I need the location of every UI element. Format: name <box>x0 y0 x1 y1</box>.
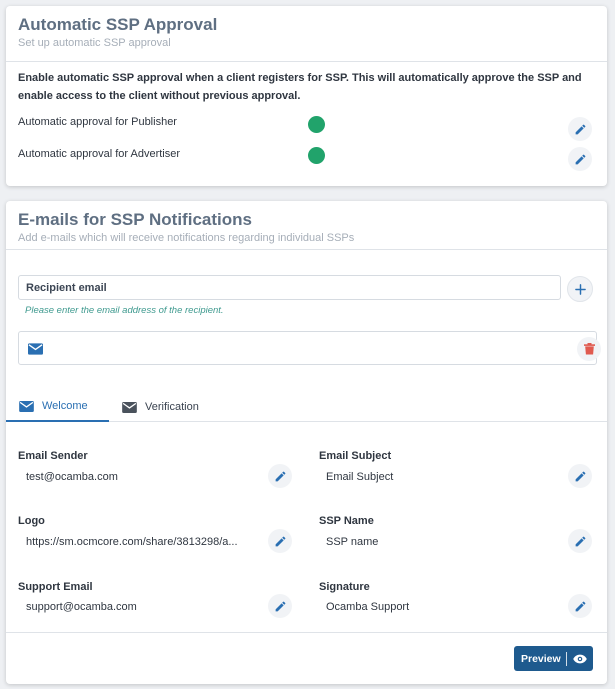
pencil-icon <box>574 470 587 483</box>
notifications-card-title: E-mails for SSP Notifications <box>18 210 252 229</box>
edit-support-email-button[interactable] <box>268 594 292 618</box>
ssp-name-value: SSP name <box>326 536 379 548</box>
recipient-email-row <box>18 331 597 365</box>
eye-icon <box>573 654 587 664</box>
recipient-hint: Please enter the email address of the recipient. <box>25 305 224 316</box>
envelope-icon <box>122 402 137 413</box>
notifications-card <box>6 201 607 684</box>
notifications-card-subtitle: Add e-mails which will receive notifications regarding individual SSPs <box>18 232 355 244</box>
approval-description: Enable automatic SSP approval when a client registers for SSP. This will automatically approve the SSP and enable access to the client without previous approval. <box>18 72 582 102</box>
advertiser-approval-status <box>308 147 325 164</box>
pencil-icon <box>274 470 287 483</box>
pencil-icon <box>574 535 587 548</box>
tab-verification[interactable] <box>109 392 212 422</box>
email-sender-value: test@ocamba.com <box>26 471 118 483</box>
edit-email-sender-button[interactable] <box>268 464 292 488</box>
email-template-tabs <box>6 392 607 422</box>
email-subject-value: Email Subject <box>326 471 394 483</box>
approval-card-subtitle: Set up automatic SSP approval <box>18 37 171 49</box>
edit-signature-button[interactable] <box>568 594 592 618</box>
signature-label: Signature <box>319 581 370 593</box>
publisher-approval-status <box>308 116 325 133</box>
pencil-icon <box>574 153 587 166</box>
pencil-icon <box>274 535 287 548</box>
envelope-icon <box>28 343 43 355</box>
support-email-value: support@ocamba.com <box>26 601 137 613</box>
advertiser-approval-label: Automatic approval for Advertiser <box>18 148 181 160</box>
add-recipient-button[interactable] <box>567 276 593 302</box>
edit-advertiser-approval-button[interactable] <box>568 147 592 171</box>
ssp-name-label: SSP Name <box>319 515 374 527</box>
edit-ssp-name-button[interactable] <box>568 529 592 553</box>
email-sender-label: Email Sender <box>18 450 88 462</box>
approval-card-header <box>6 6 607 62</box>
preview-button-label: Preview <box>521 652 561 665</box>
envelope-icon <box>19 401 34 412</box>
support-email-label: Support Email <box>18 581 93 593</box>
preview-button-separator <box>566 652 567 666</box>
publisher-approval-label: Automatic approval for Publisher <box>18 116 177 128</box>
trash-icon <box>584 343 595 355</box>
footer-divider <box>6 632 607 633</box>
pencil-icon <box>574 123 587 136</box>
tab-welcome-label: Welcome <box>42 400 88 412</box>
pencil-icon <box>574 600 587 613</box>
recipient-email-input[interactable] <box>18 275 561 300</box>
edit-logo-button[interactable] <box>268 529 292 553</box>
delete-recipient-button[interactable] <box>577 337 601 361</box>
logo-value: https://sm.ocmcore.com/share/3813298/a... <box>26 536 238 548</box>
preview-button[interactable] <box>514 646 593 671</box>
pencil-icon <box>274 600 287 613</box>
edit-publisher-approval-button[interactable] <box>568 117 592 141</box>
signature-value: Ocamba Support <box>326 601 410 613</box>
email-subject-label: Email Subject <box>319 450 392 462</box>
approval-card-title: Automatic SSP Approval <box>18 15 218 34</box>
plus-icon <box>575 284 586 295</box>
notifications-card-header <box>6 201 607 250</box>
logo-label: Logo <box>18 515 45 527</box>
automatic-approval-card <box>6 6 607 186</box>
edit-email-subject-button[interactable] <box>568 464 592 488</box>
tab-welcome[interactable] <box>6 392 109 422</box>
tab-verification-label: Verification <box>145 401 199 413</box>
